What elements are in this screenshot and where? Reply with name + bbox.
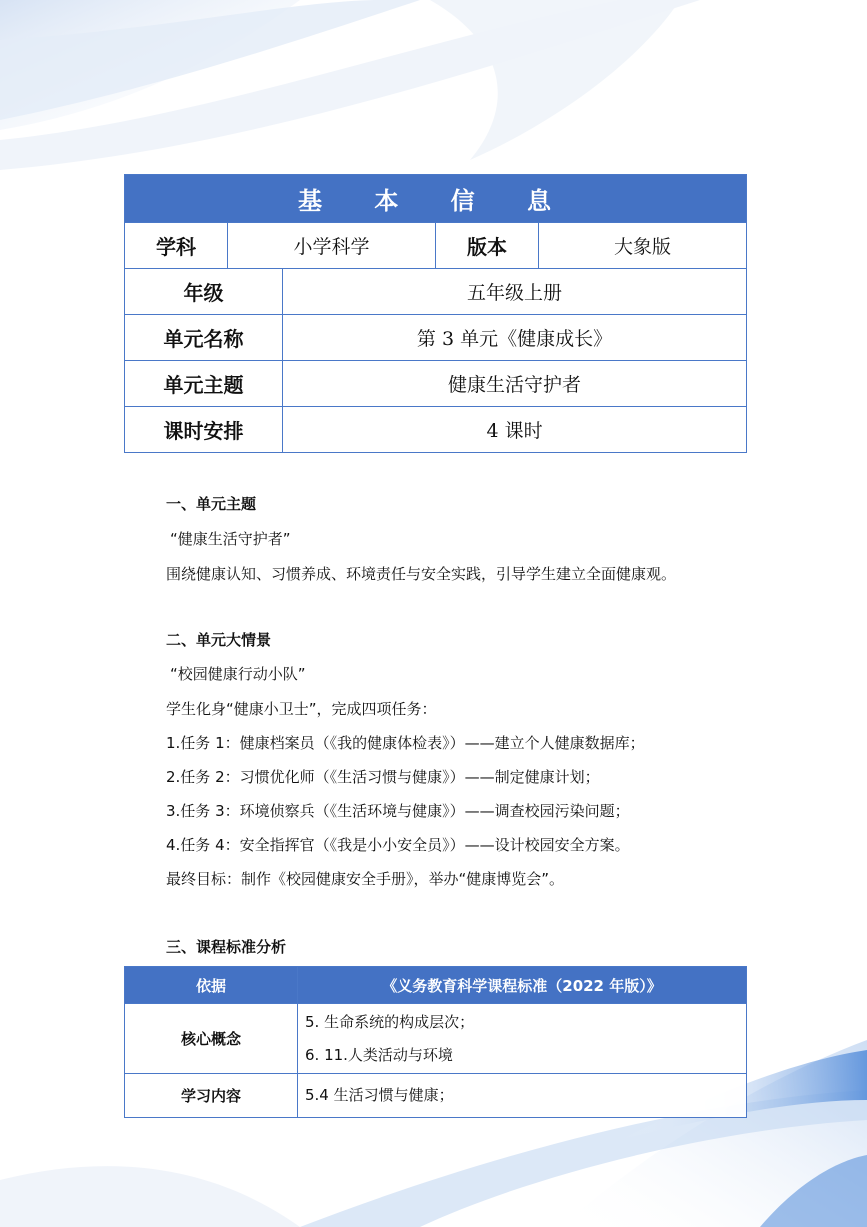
edition-label: 版本 [436, 223, 539, 269]
task-item: 3.任务 3：环境侦察兵（《生活环境与健康》）——调查校园污染问题； [166, 802, 630, 820]
core-concept-item: 6. 11.人类活动与环境 [305, 1045, 453, 1064]
grade-value: 五年级上册 [283, 269, 747, 315]
section2-quote: “校园健康行动小队” [170, 665, 306, 683]
task-item: 2.任务 2：习惯优化师（《生活习惯与健康》）——制定健康计划； [166, 768, 600, 786]
basic-info-table [124, 174, 747, 453]
unit-theme-label: 单元主题 [125, 361, 283, 407]
core-concept-cell [298, 1004, 747, 1074]
unit-theme-value: 健康生活守护者 [283, 361, 747, 407]
edition-value: 大象版 [539, 223, 747, 269]
std-col1-header: 依据 [125, 967, 298, 1004]
task-item: 1.任务 1：健康档案员（《我的健康体检表》）——建立个人健康数据库； [166, 734, 645, 752]
section1-heading: 一、单元主题 [166, 495, 257, 513]
learning-content-item: 5.4 生活习惯与健康； [305, 1086, 454, 1104]
curriculum-standard-table [124, 966, 747, 1118]
info-table-title: 基 本 信 息 [125, 175, 747, 223]
task-item: 4.任务 4：安全指挥官（《我是小小安全员》）——设计校园安全方案。 [166, 836, 630, 854]
final-goal: 最终目标：制作《校园健康安全手册》，举办“健康博览会”。 [166, 870, 565, 888]
unit-name-label: 单元名称 [125, 315, 283, 361]
section2-intro: 学生化身“健康小卫士”，完成四项任务： [166, 700, 437, 718]
core-concept-label: 核心概念 [125, 1004, 298, 1074]
grade-label: 年级 [125, 269, 283, 315]
section1-quote: “健康生活守护者” [170, 530, 291, 548]
learning-content-cell [298, 1074, 747, 1118]
section1-body: 围绕健康认知、习惯养成、环境责任与安全实践，引导学生建立全面健康观。 [166, 565, 677, 583]
learning-content-label: 学习内容 [125, 1074, 298, 1118]
unit-name-value: 第 3 单元《健康成长》 [283, 315, 747, 361]
schedule-label: 课时安排 [125, 407, 283, 453]
section2-heading: 二、单元大情景 [166, 631, 272, 649]
core-concept-item: 5. 生命系统的构成层次； [305, 1012, 475, 1031]
std-col2-header: 《义务教育科学课程标准（2022 年版）》 [298, 967, 747, 1004]
subject-value: 小学科学 [228, 223, 436, 269]
schedule-value: 4 课时 [283, 407, 747, 453]
subject-label: 学科 [125, 223, 228, 269]
section3-heading: 三、课程标准分析 [166, 938, 287, 956]
